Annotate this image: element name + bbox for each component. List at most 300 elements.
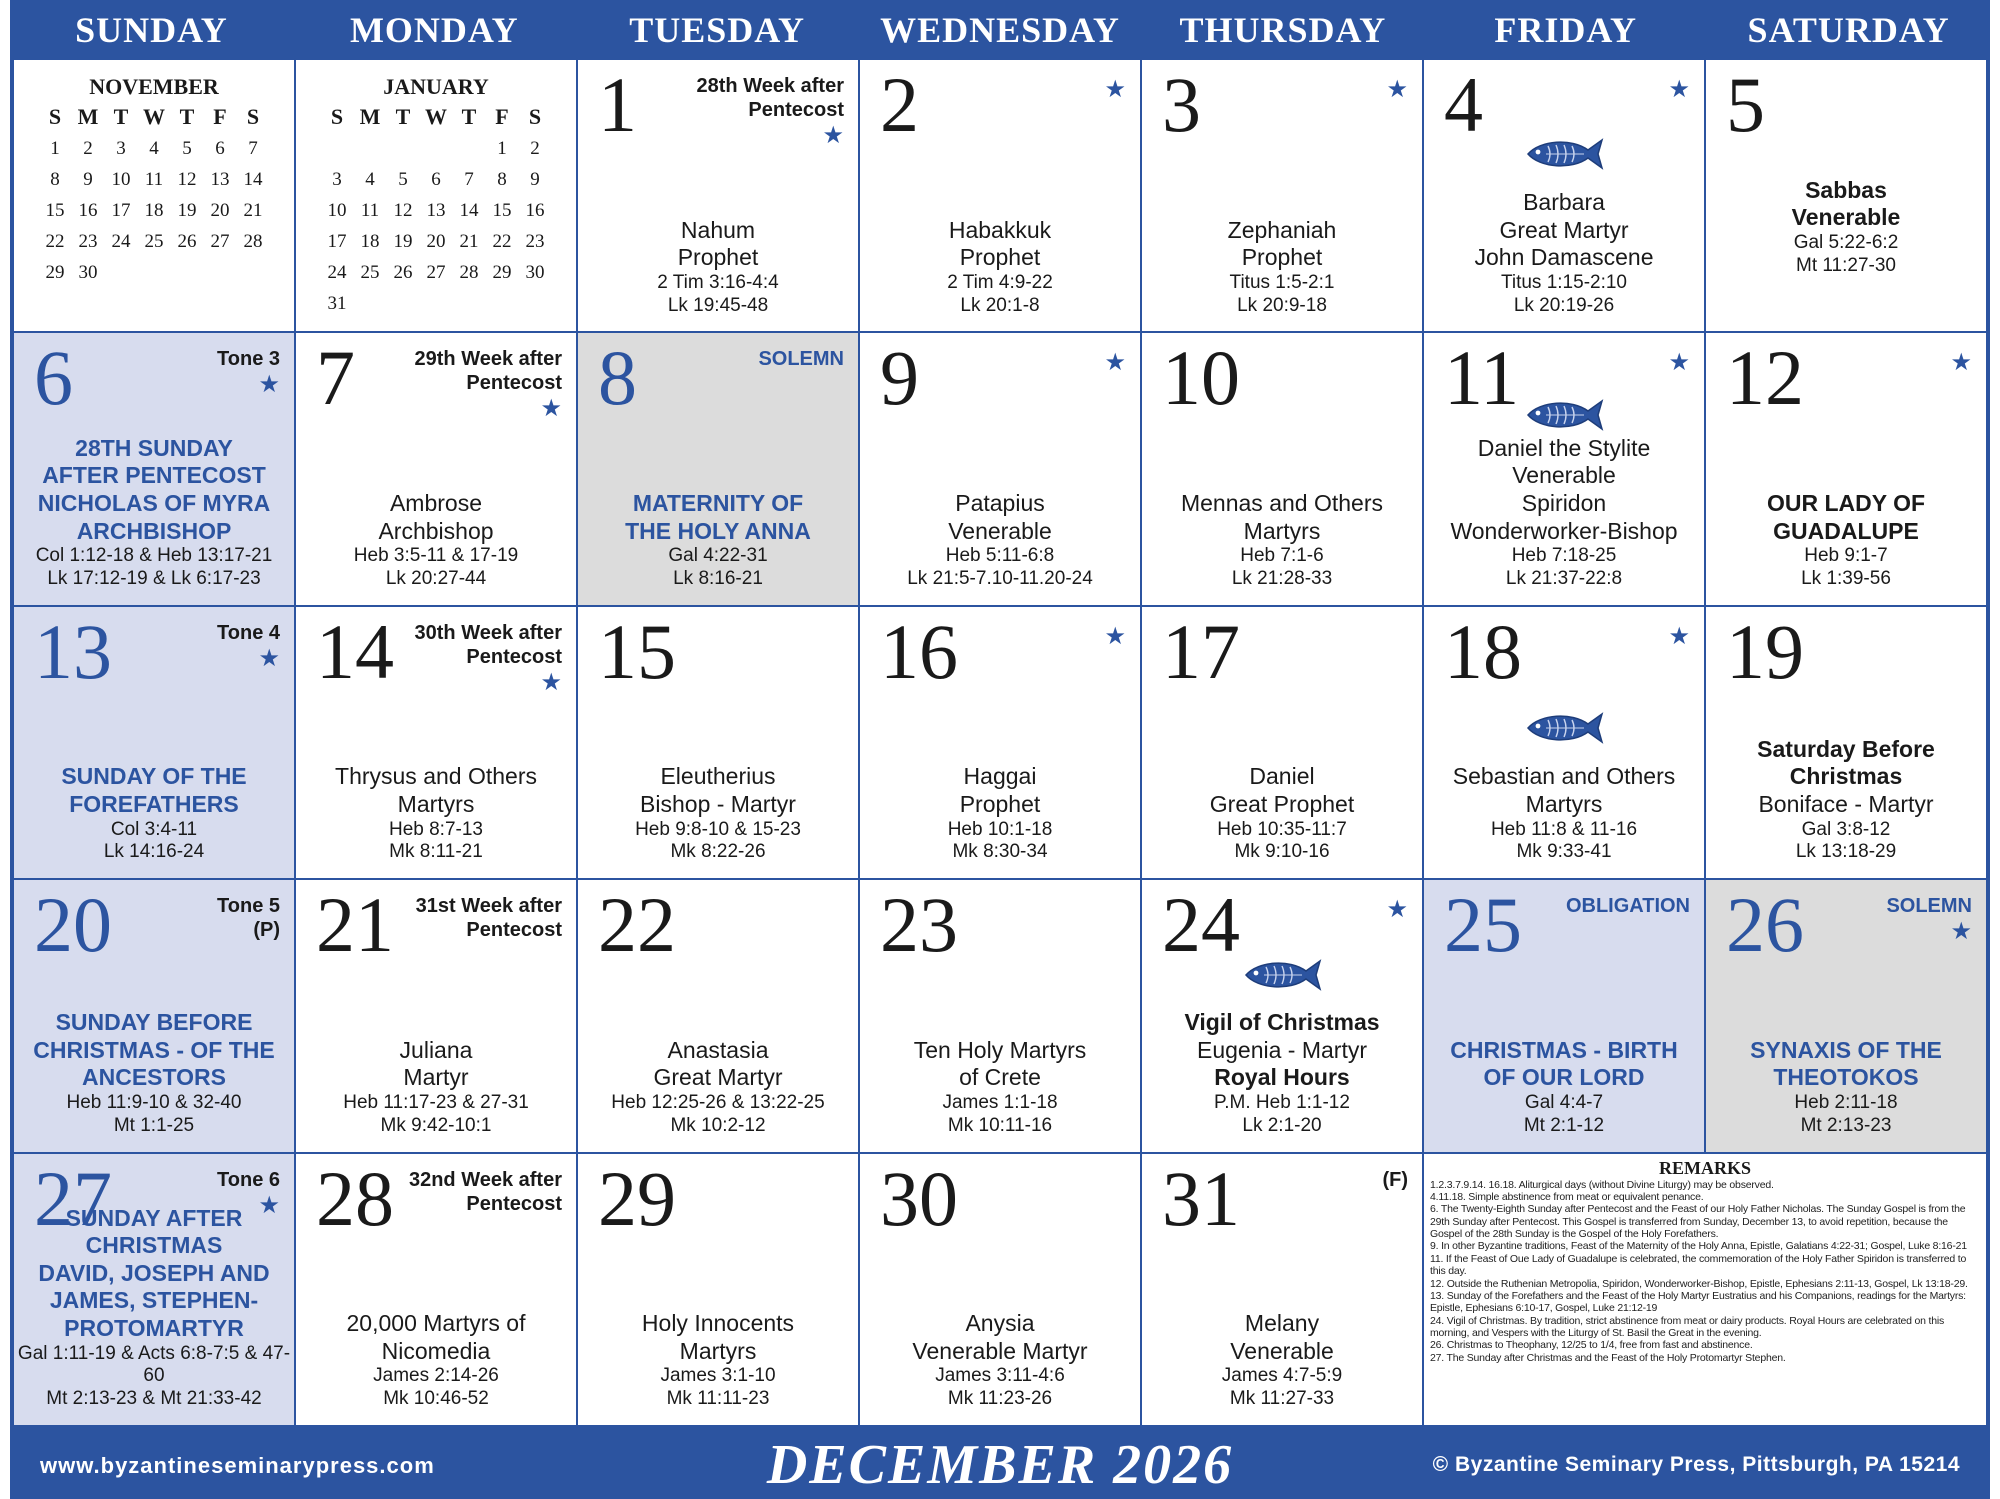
mini-calendar-date: 15 xyxy=(492,199,512,221)
mini-calendar-date xyxy=(420,133,453,164)
feast-line: Anastasia xyxy=(667,1036,769,1063)
day-cell-4 xyxy=(1424,60,1704,331)
feast-line: FOREFATHERS xyxy=(69,791,239,817)
mini-calendar-date: 1 xyxy=(50,137,60,159)
mini-calendar-date: 26 xyxy=(393,261,413,283)
mini-calendar-date: 16 xyxy=(78,199,98,221)
remarks-item: 13. Sunday of the Forefathers and the Feast of the Holy Martyr Eustratius and his Companions, readings for the Martyrs: Epistle, Ephesians 6:10-17, Gospel, Luke 21:12-19 xyxy=(1430,1289,1966,1315)
day-number: 23 xyxy=(880,881,958,969)
day-number: 1 xyxy=(598,61,637,148)
day-cell-31 xyxy=(1142,1154,1422,1425)
feast-line: Gal 5:22-6:2 xyxy=(1793,231,1899,253)
feast-line: Heb 3:5-11 & 17-19 xyxy=(353,545,519,567)
feast-text xyxy=(1424,763,1704,864)
feast-line: Thrysus and Others xyxy=(335,763,537,790)
day-cell-27 xyxy=(14,1154,294,1425)
day-number: 21 xyxy=(316,881,394,969)
feast-text xyxy=(1142,217,1422,318)
feast-line: Lk 19:45-48 xyxy=(667,294,769,316)
feast-line: Heb 7:1-6 xyxy=(1240,545,1324,567)
feast-line: Great Martyr xyxy=(1499,216,1629,243)
day-number: 22 xyxy=(598,881,676,969)
feast-line: Mennas and Others xyxy=(1180,490,1383,517)
feast-line: Nicomedia xyxy=(381,1337,491,1364)
mini-calendar-table xyxy=(321,104,552,319)
day-cell-29 xyxy=(578,1154,858,1425)
feast-line: 2 Tim 4:9-22 xyxy=(947,271,1053,293)
star-icon: ★ xyxy=(1950,918,1972,946)
feast-line: Lk 20:19-26 xyxy=(1513,294,1615,316)
mini-calendar-date xyxy=(354,288,387,319)
feast-line: Lk 21:5-7.10-11.20-24 xyxy=(907,568,1093,589)
day-note: OBLIGATION xyxy=(1565,895,1690,918)
fish-icon xyxy=(1240,955,1324,995)
feast-line: James 2:14-26 xyxy=(373,1365,499,1387)
weekday-saturday: SATURDAY xyxy=(1747,10,1950,50)
mini-calendar-date: 30 xyxy=(525,261,545,283)
mini-calendar-date: 19 xyxy=(177,199,197,221)
mini-calendar-date: 21 xyxy=(459,230,479,252)
star-icon: ★ xyxy=(540,395,562,423)
mini-calendar-date xyxy=(486,288,519,319)
mini-calendar-date: 26 xyxy=(177,230,197,252)
weekday-header xyxy=(10,0,1990,60)
weekday-friday: FRIDAY xyxy=(1494,10,1638,50)
feast-line: SUNDAY AFTER xyxy=(65,1204,243,1231)
remarks-item: 1.2.3.7.9.14. 16.18. Aliturgical days (without Divine Liturgy) may be observed. xyxy=(1430,1178,1774,1191)
mini-calendar-weekday: T xyxy=(395,104,411,129)
feast-line: Mk 10:2-12 xyxy=(670,1114,766,1136)
day-cell-18 xyxy=(1424,607,1704,878)
feast-line: Gal 4:22-31 xyxy=(668,545,768,567)
remarks-item: 24. Vigil of Christmas. By tradition, strict abstinence from meat or dairy products. Royal Hours are celebrated on this morning, and Vespers with the Liturgy of St. Basil the Great in the evening. xyxy=(1430,1314,1945,1340)
day-cell-5 xyxy=(1706,60,1986,331)
day-cell-10 xyxy=(1142,333,1422,604)
star-icon: ★ xyxy=(1386,76,1408,103)
day-number: 5 xyxy=(1726,61,1765,148)
day-cell-17 xyxy=(1142,607,1422,878)
feast-line: Melany xyxy=(1244,1310,1320,1337)
feast-text xyxy=(296,1310,576,1411)
feast-line: OF OUR LORD xyxy=(1483,1064,1645,1091)
mini-calendar-weekday: W xyxy=(425,104,447,129)
day-note: (F) xyxy=(1382,1168,1408,1191)
feast-line: Vigil of Christmas xyxy=(1184,1009,1380,1036)
feast-line: Venerable xyxy=(1791,204,1901,231)
feast-text xyxy=(1706,490,1986,591)
mini-calendar-date: 29 xyxy=(45,261,65,283)
feast-line: Martyrs xyxy=(1525,791,1603,817)
mini-calendar-date: 18 xyxy=(144,199,164,221)
mini-calendar-date: 20 xyxy=(210,199,230,221)
mini-calendar-weekday: S xyxy=(246,104,260,129)
feast-line: Mk 8:30-34 xyxy=(952,841,1048,863)
star-icon: ★ xyxy=(1104,622,1126,650)
day-note: Tone 3 xyxy=(217,348,280,371)
website-link[interactable]: www.byzantineseminarypress.com xyxy=(40,1453,435,1478)
mini-calendar-date xyxy=(354,133,387,164)
day-number: 10 xyxy=(1162,334,1240,422)
day-number: 18 xyxy=(1444,607,1522,695)
feast-line: THEOTOKOS xyxy=(1773,1064,1919,1091)
remarks-item: 27. The Sunday after Christmas and the Feast of the Holy Protomartyr Stephen. xyxy=(1430,1351,1786,1364)
remarks-item: 6. The Twenty-Eighth Sunday after Pentecost and the Feast of our Holy Father Nicholas. The Sunday Gospel is from the 29th Sunday after Pentecost. This Gospel is transferred from Sunday, December 13, to avoid repetition, because the Gospel of the 28th Sunday is the Gospel of the Holy Forefathers. xyxy=(1430,1203,1966,1241)
feast-line: Eugenia - Martyr xyxy=(1196,1036,1367,1063)
feast-text xyxy=(578,1310,858,1411)
feast-text xyxy=(1142,490,1422,591)
mini-calendar-title: JANUARY xyxy=(383,74,489,99)
day-number: 16 xyxy=(880,607,958,695)
feast-line: James 1:1-18 xyxy=(942,1092,1058,1113)
mini-calendar-date: 22 xyxy=(492,230,512,252)
mini-calendar-date xyxy=(453,288,486,319)
mini-calendar-date: 4 xyxy=(365,168,375,190)
star-icon: ★ xyxy=(1668,622,1690,650)
day-cell-22 xyxy=(578,880,858,1151)
feast-line: Col 3:4-11 xyxy=(110,818,198,840)
feast-line: Sebastian and Others xyxy=(1452,763,1676,790)
day-cell-3 xyxy=(1142,60,1422,331)
mini-calendar-date: 10 xyxy=(111,168,131,190)
feast-line: P.M. Heb 1:1-12 xyxy=(1214,1092,1350,1113)
star-icon: ★ xyxy=(1386,896,1408,924)
day-note: SOLEMN xyxy=(1886,895,1972,918)
mini-calendar-table xyxy=(39,104,270,288)
mini-calendar-date: 28 xyxy=(459,261,479,283)
day-cell-30 xyxy=(860,1154,1140,1425)
day-note: Tone 4 xyxy=(217,621,280,644)
mini-calendar-date: 8 xyxy=(497,168,507,190)
mini-calendar-date: 11 xyxy=(144,168,164,190)
day-cell-11 xyxy=(1424,333,1704,604)
mini-calendar-date xyxy=(453,133,486,164)
remarks-item: 12. Outside the Ruthenian Metropolia, Spiridon, Wonderworker-Bishop, Epistle, Ephesians 2:11-13, Gospel, Lk 13:18-29. xyxy=(1430,1277,1968,1290)
mini-calendar-november xyxy=(28,74,280,288)
feast-line: Heb 8:7-13 xyxy=(388,818,483,840)
feast-line: Heb 7:18-25 xyxy=(1511,545,1617,567)
day-note: SOLEMN xyxy=(758,348,844,371)
day-note: 32nd Week after Pentecost xyxy=(408,1168,562,1215)
mini-calendar-date: 7 xyxy=(248,137,258,159)
mini-calendar-date: 27 xyxy=(210,230,230,252)
mini-calendar-date: 5 xyxy=(182,137,192,159)
feast-line: Heb 11:17-23 & 27-31 xyxy=(343,1092,529,1113)
feast-line: John Damascene xyxy=(1474,244,1654,271)
mini-calendar-date: 24 xyxy=(327,261,347,283)
feast-line: Martyrs xyxy=(1243,517,1321,544)
day-number: 20 xyxy=(34,881,112,969)
day-cell-25 xyxy=(1424,880,1704,1151)
feast-line: Great Prophet xyxy=(1209,791,1355,817)
feast-text xyxy=(860,1310,1140,1411)
feast-line: MATERNITY OF xyxy=(632,490,804,517)
feast-line: Lk 21:37-22:8 xyxy=(1505,568,1623,589)
mini-calendar-date: 28 xyxy=(243,230,263,252)
day-cell-19 xyxy=(1706,607,1986,878)
mini-calendar-date: 15 xyxy=(45,199,65,221)
mini-calendar-weekday: M xyxy=(359,104,381,129)
feast-line: Venerable xyxy=(948,517,1052,544)
day-cell-15 xyxy=(578,607,858,878)
star-icon: ★ xyxy=(1104,76,1126,103)
mini-calendar-date: 9 xyxy=(530,168,540,190)
feast-line: Martyrs xyxy=(397,791,475,817)
mini-calendar-date: 17 xyxy=(111,199,131,221)
mini-calendar-date: 23 xyxy=(78,230,98,252)
feast-line: Mk 10:46-52 xyxy=(383,1388,489,1410)
copyright-text: © Byzantine Seminary Press, Pittsburgh, PA 15214 xyxy=(1432,1453,1960,1476)
feast-line: Zephaniah xyxy=(1227,216,1337,243)
feast-text xyxy=(1142,1009,1422,1137)
day-cell-23 xyxy=(860,880,1140,1151)
feast-line: Mk 11:27-33 xyxy=(1229,1388,1335,1410)
feast-line: Great Martyr xyxy=(653,1064,783,1091)
feast-line: Habakkuk xyxy=(948,216,1052,243)
feast-line: Mt 11:27-30 xyxy=(1796,254,1896,276)
feast-line: Mk 8:22-26 xyxy=(670,841,766,863)
feast-line: Ten Holy Martyrs xyxy=(913,1036,1087,1063)
day-cell-2 xyxy=(860,60,1140,331)
day-number: 25 xyxy=(1444,881,1522,969)
feast-line: Lk 13:18-29 xyxy=(1795,841,1897,863)
star-icon: ★ xyxy=(258,1191,280,1219)
feast-line: CHRISTMAS - OF THE xyxy=(33,1036,275,1063)
feast-line: DAVID, JOSEPH AND xyxy=(38,1259,270,1286)
mini-calendar-date xyxy=(321,133,354,164)
feast-line: Lk 8:16-21 xyxy=(673,568,763,589)
day-cell-21 xyxy=(296,880,576,1151)
mini-calendar-cell-january xyxy=(296,60,576,331)
day-cell-26 xyxy=(1706,880,1986,1151)
feast-text xyxy=(860,490,1140,591)
day-cell-20 xyxy=(14,880,294,1151)
feast-line: Gal 1:11-19 & Acts 6:8-7:5 & 47-60 xyxy=(17,1342,291,1387)
star-icon: ★ xyxy=(822,122,844,149)
day-number: 19 xyxy=(1726,607,1804,695)
feast-line: Daniel the Stylite xyxy=(1477,434,1651,461)
day-cell-1 xyxy=(578,60,858,331)
mini-calendar-date: 21 xyxy=(243,199,263,221)
remarks-box xyxy=(1430,1158,1980,1421)
day-number: 28 xyxy=(316,1154,394,1242)
day-cell-9 xyxy=(860,333,1140,604)
remarks-title: REMARKS xyxy=(1658,1157,1751,1178)
feast-line: Lk 14:16-24 xyxy=(103,841,205,863)
feast-line: Heb 11:8 & 11-16 xyxy=(1490,818,1638,840)
feast-line: Heb 12:25-26 & 13:22-25 xyxy=(611,1092,825,1113)
feast-line: Daniel xyxy=(1249,763,1315,790)
mini-calendar-date: 13 xyxy=(210,168,230,190)
mini-calendar-date: 11 xyxy=(360,199,380,221)
feast-line: Patapius xyxy=(955,490,1045,517)
star-icon: ★ xyxy=(1104,349,1126,377)
feast-line: Prophet xyxy=(677,244,759,271)
mini-calendar-date: 14 xyxy=(459,199,479,221)
feast-line: NICHOLAS OF MYRA xyxy=(37,490,271,517)
day-number: 9 xyxy=(880,334,919,422)
feast-text xyxy=(578,763,858,864)
star-icon: ★ xyxy=(1668,349,1690,377)
feast-line: Heb 2:11-18 xyxy=(1794,1092,1898,1113)
feast-text xyxy=(1424,435,1704,591)
mini-calendar-date: 4 xyxy=(149,137,159,159)
mini-calendar-date: 10 xyxy=(327,199,347,221)
feast-text xyxy=(1142,1310,1422,1411)
feast-line: Haggai xyxy=(963,763,1037,790)
day-number: 12 xyxy=(1726,334,1804,422)
mini-calendar-weekday: M xyxy=(77,104,99,129)
feast-line: Lk 21:28-33 xyxy=(1231,568,1333,589)
feast-line: ARCHBISHOP xyxy=(76,517,232,544)
mini-calendar-date: 12 xyxy=(177,168,197,190)
feast-line: SUNDAY OF THE xyxy=(61,763,247,790)
feast-text xyxy=(860,1037,1140,1138)
feast-line: Mk 9:10-16 xyxy=(1234,841,1330,863)
mini-calendar-date: 24 xyxy=(111,230,131,252)
feast-line: Heb 9:1-7 xyxy=(1804,545,1888,567)
day-cell-14 xyxy=(296,607,576,878)
mini-calendar-date xyxy=(519,288,552,319)
mini-calendar-date: 27 xyxy=(426,261,446,283)
feast-line: AFTER PENTECOST xyxy=(42,462,266,489)
feast-line: GUADALUPE xyxy=(1773,517,1919,544)
feast-line: Nahum xyxy=(680,216,756,243)
day-number: 6 xyxy=(34,334,73,422)
mini-calendar-weekday: F xyxy=(213,104,227,129)
mini-calendar-date: 9 xyxy=(83,168,93,190)
mini-calendar-date: 14 xyxy=(243,168,263,190)
feast-line: Martyrs xyxy=(679,1337,757,1364)
weekday-monday: MONDAY xyxy=(349,10,519,50)
feast-text xyxy=(860,217,1140,318)
feast-text xyxy=(578,217,858,318)
day-cell-6 xyxy=(14,333,294,604)
star-icon: ★ xyxy=(1950,349,1972,377)
feast-line: Archbishop xyxy=(378,517,494,544)
day-cell-16 xyxy=(860,607,1140,878)
remarks-item: 4.11.18. Simple abstinence from meat or equivalent penance. xyxy=(1430,1190,1704,1203)
feast-text xyxy=(14,1205,294,1411)
mini-calendar-date xyxy=(387,288,420,319)
mini-calendar-weekday: T xyxy=(113,104,129,129)
mini-calendar-weekday: T xyxy=(179,104,195,129)
day-number: 29 xyxy=(598,1154,676,1242)
feast-line: Anysia xyxy=(965,1310,1035,1337)
feast-text xyxy=(296,763,576,864)
feast-text xyxy=(1424,1037,1704,1138)
feast-text xyxy=(296,1037,576,1138)
mini-calendar-date: 5 xyxy=(398,168,408,190)
mini-calendar-date: 25 xyxy=(360,261,380,283)
day-number: 14 xyxy=(316,607,394,695)
mini-calendar-date: 2 xyxy=(83,137,93,159)
mini-calendar-date xyxy=(138,257,171,288)
feast-text xyxy=(860,763,1140,864)
feast-line: Lk 20:27-44 xyxy=(385,568,487,589)
feast-text xyxy=(296,490,576,591)
feast-text xyxy=(1142,763,1422,864)
feast-line: Mk 11:11-23 xyxy=(666,1388,770,1410)
feast-line: Juliana xyxy=(399,1036,473,1063)
feast-line: of Crete xyxy=(959,1064,1041,1091)
mini-calendar-date: 7 xyxy=(464,168,474,190)
feast-line: Mk 9:42-10:1 xyxy=(380,1114,492,1136)
feast-line: Heb 11:9-10 & 32-40 xyxy=(66,1092,242,1113)
fish-icon xyxy=(1522,134,1606,174)
feast-line: SYNAXIS OF THE xyxy=(1750,1036,1942,1063)
feast-text xyxy=(1706,177,1986,278)
feast-line: Prophet xyxy=(1241,244,1323,271)
feast-text xyxy=(1706,1037,1986,1138)
day-number: 3 xyxy=(1162,61,1201,148)
day-note: 30th Week after Pentecost xyxy=(414,621,562,668)
mini-calendar-date xyxy=(387,133,420,164)
mini-calendar-date: 30 xyxy=(78,261,98,283)
feast-text xyxy=(578,1037,858,1138)
star-icon: ★ xyxy=(540,668,562,696)
feast-line: Mt 1:1-25 xyxy=(113,1114,195,1136)
feast-line: SUNDAY BEFORE xyxy=(55,1009,253,1036)
feast-line: Holy Innocents xyxy=(641,1310,795,1337)
feast-line: Royal Hours xyxy=(1214,1064,1350,1091)
feast-line: Saturday Before xyxy=(1757,735,1935,762)
feast-line: THE HOLY ANNA xyxy=(625,517,811,544)
mini-calendar-weekday: F xyxy=(495,104,509,129)
day-number: 4 xyxy=(1444,61,1483,148)
mini-calendar-weekday: S xyxy=(528,104,542,129)
feast-line: Gal 3:8-12 xyxy=(1801,818,1891,840)
calendar-grid xyxy=(14,60,1986,1425)
feast-line: Titus 1:5-2:1 xyxy=(1229,271,1335,293)
feast-line: 20,000 Martyrs of xyxy=(346,1310,526,1337)
mini-calendar-cell-november xyxy=(14,60,294,331)
feast-text xyxy=(14,1009,294,1137)
feast-line: Mk 8:11-21 xyxy=(389,841,483,863)
day-note: Tone 5 (P) xyxy=(217,895,280,942)
feast-line: CHRISTMAS xyxy=(85,1232,223,1259)
mini-calendar-date: 22 xyxy=(45,230,65,252)
mini-calendar-date: 8 xyxy=(50,168,60,190)
mini-calendar-date: 16 xyxy=(525,199,545,221)
mini-calendar-weekday: T xyxy=(461,104,477,129)
day-number: 8 xyxy=(598,334,637,422)
day-cell-24 xyxy=(1142,880,1422,1151)
mini-calendar-january xyxy=(310,74,562,319)
day-number: 7 xyxy=(316,334,355,422)
feast-line: Boniface - Martyr xyxy=(1758,791,1934,817)
mini-calendar-date xyxy=(237,257,270,288)
mini-calendar-date: 18 xyxy=(360,230,380,252)
feast-line: Mt 2:13-23 & Mt 21:33-42 xyxy=(46,1388,262,1410)
remarks-cell xyxy=(1424,1154,1986,1425)
feast-line: James 4:7-5:9 xyxy=(1221,1365,1343,1387)
fish-icon xyxy=(1522,708,1606,748)
remarks-item: 26. Christmas to Theophany, 12/25 to 1/4, free from fast and abstinence. xyxy=(1430,1339,1753,1352)
mini-calendar-date: 29 xyxy=(492,261,512,283)
feast-line: Mt 2:1-12 xyxy=(1523,1114,1605,1136)
day-number: 13 xyxy=(34,607,112,695)
mini-calendar-date: 3 xyxy=(332,168,342,190)
mini-calendar-date: 23 xyxy=(525,230,545,252)
feast-text xyxy=(1424,189,1704,317)
star-icon: ★ xyxy=(258,371,280,399)
mini-calendar-date: 1 xyxy=(497,137,507,159)
feast-line: Mk 10:11-16 xyxy=(947,1114,1053,1136)
feast-line: JAMES, STEPHEN- xyxy=(49,1287,259,1314)
mini-calendar-date: 31 xyxy=(327,292,347,314)
feast-line: Prophet xyxy=(959,791,1041,817)
mini-calendar-date: 12 xyxy=(393,199,413,221)
